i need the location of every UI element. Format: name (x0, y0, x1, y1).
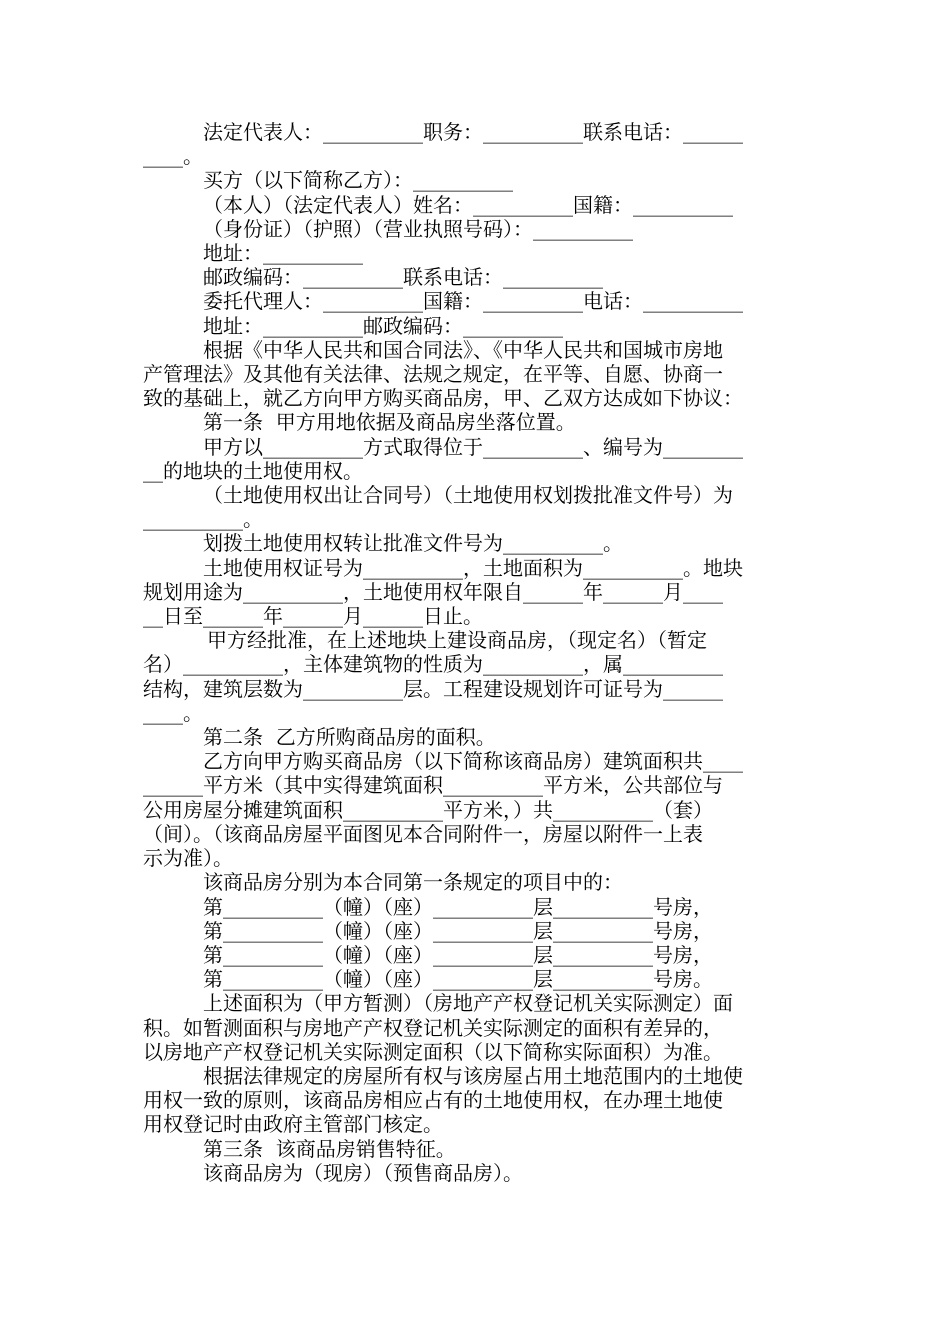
text-line: 根据法律规定的房屋所有权与该房屋占用土地范围内的土地使 (203, 1063, 743, 1088)
text-line: 第三条 该商品房销售特征。 (203, 1136, 456, 1161)
text-line: 甲方以__________方式取得位于__________、编号为________ (203, 434, 743, 459)
text-line: （身份证）（护照）（营业执照号码）：__________ (203, 216, 633, 241)
text-line: 根据《中华人民共和国合同法》、《中华人民共和国城市房地 (203, 337, 723, 362)
text-line: 用权一致的原则，该商品房相应占有的土地使用权，在办理土地使 (143, 1088, 723, 1113)
text-line: 第__________（幢）（座）__________层__________号房， (203, 894, 713, 919)
text-line: 规划用途为__________，土地使用权年限自______年______月____ (143, 579, 723, 604)
text-line: 第一条 甲方用地依据及商品房坐落位置。 (203, 410, 576, 435)
text-line: 该商品房为（现房）（预售商品房）。 (203, 1160, 523, 1185)
text-line: 甲方经批准，在上述地块上建设商品房，（现定名）（暂定 (207, 628, 707, 653)
text-line: 上述面积为（甲方暂测）（房地产产权登记机关实际测定）面 (203, 991, 733, 1016)
text-line: 第__________（幢）（座）__________层__________号房， (203, 942, 713, 967)
text-line: 乙方向甲方购买商品房（以下简称该商品房）建筑面积共____ (203, 749, 743, 774)
text-line: 买方（以下简称乙方）：__________ (203, 168, 513, 193)
text-line: 第__________（幢）（座）__________层__________号房。 (203, 967, 713, 992)
text-line: 用权登记时由政府主管部门核定。 (143, 1112, 443, 1137)
text-line: 结构，建筑层数为__________层。工程建设规划许可证号为______ (143, 676, 723, 701)
text-line: ____。 (143, 700, 203, 725)
text-line: 土地使用权证号为__________，土地面积为__________。地块 (203, 555, 743, 580)
text-line: 法定代表人：__________职务：__________联系电话：______ (203, 120, 743, 144)
text-line: （土地使用权出让合同号）（土地使用权划拨批准文件号）为 (203, 483, 733, 508)
text-line: 积。如暂测面积与房地产产权登记机关实际测定的面积有差异的， (143, 1015, 723, 1040)
text-line: __的地块的土地使用权。 (143, 458, 363, 483)
contract-page (143, 120, 808, 1185)
text-line: 以房地产产权登记机关实际测定面积（以下简称实际面积）为准。 (143, 1039, 723, 1064)
text-line: 委托代理人：__________国籍：__________电话：__________ (203, 289, 743, 314)
text-line: 地址：__________ (203, 241, 363, 266)
text-line: __________。 (143, 507, 263, 532)
text-line: 示为准）。 (143, 846, 233, 871)
text-line: 致的基础上，就乙方向甲方购买商品房，甲、乙双方达成如下协议： (143, 386, 743, 411)
text-line: 第二条 乙方所购商品房的面积。 (203, 725, 496, 750)
text-line: __日至______年______月______日止。 (143, 604, 483, 629)
text-line: 划拨土地使用权转让批准文件号为__________。 (203, 531, 623, 556)
text-line: 公用房屋分摊建筑面积__________平方米，）共__________（套） (143, 797, 713, 822)
text-line: 该商品房分别为本合同第一条规定的项目中的： (203, 870, 623, 895)
text-line: ______平方米（其中实得建筑面积__________平方米，公共部位与 (143, 773, 723, 798)
text-line: （本人）（法定代表人）姓名：__________国籍：__________ (203, 192, 733, 217)
text-line: 地址：__________邮政编码：__________ (203, 313, 563, 338)
text-line: 第__________（幢）（座）__________层__________号房， (203, 918, 713, 943)
text-line: ____。 (143, 144, 203, 169)
text-line: （间）。（该商品房屋平面图见本合同附件一，房屋以附件一上表 (143, 821, 703, 846)
text-line: 产管理法》及其他有关法律、法规之规定，在平等、自愿、协商一 (143, 362, 723, 387)
text-line: 邮政编码：__________联系电话：__________ (203, 265, 603, 290)
text-line: 名）__________，主体建筑物的性质为__________，属__________ (143, 652, 723, 677)
